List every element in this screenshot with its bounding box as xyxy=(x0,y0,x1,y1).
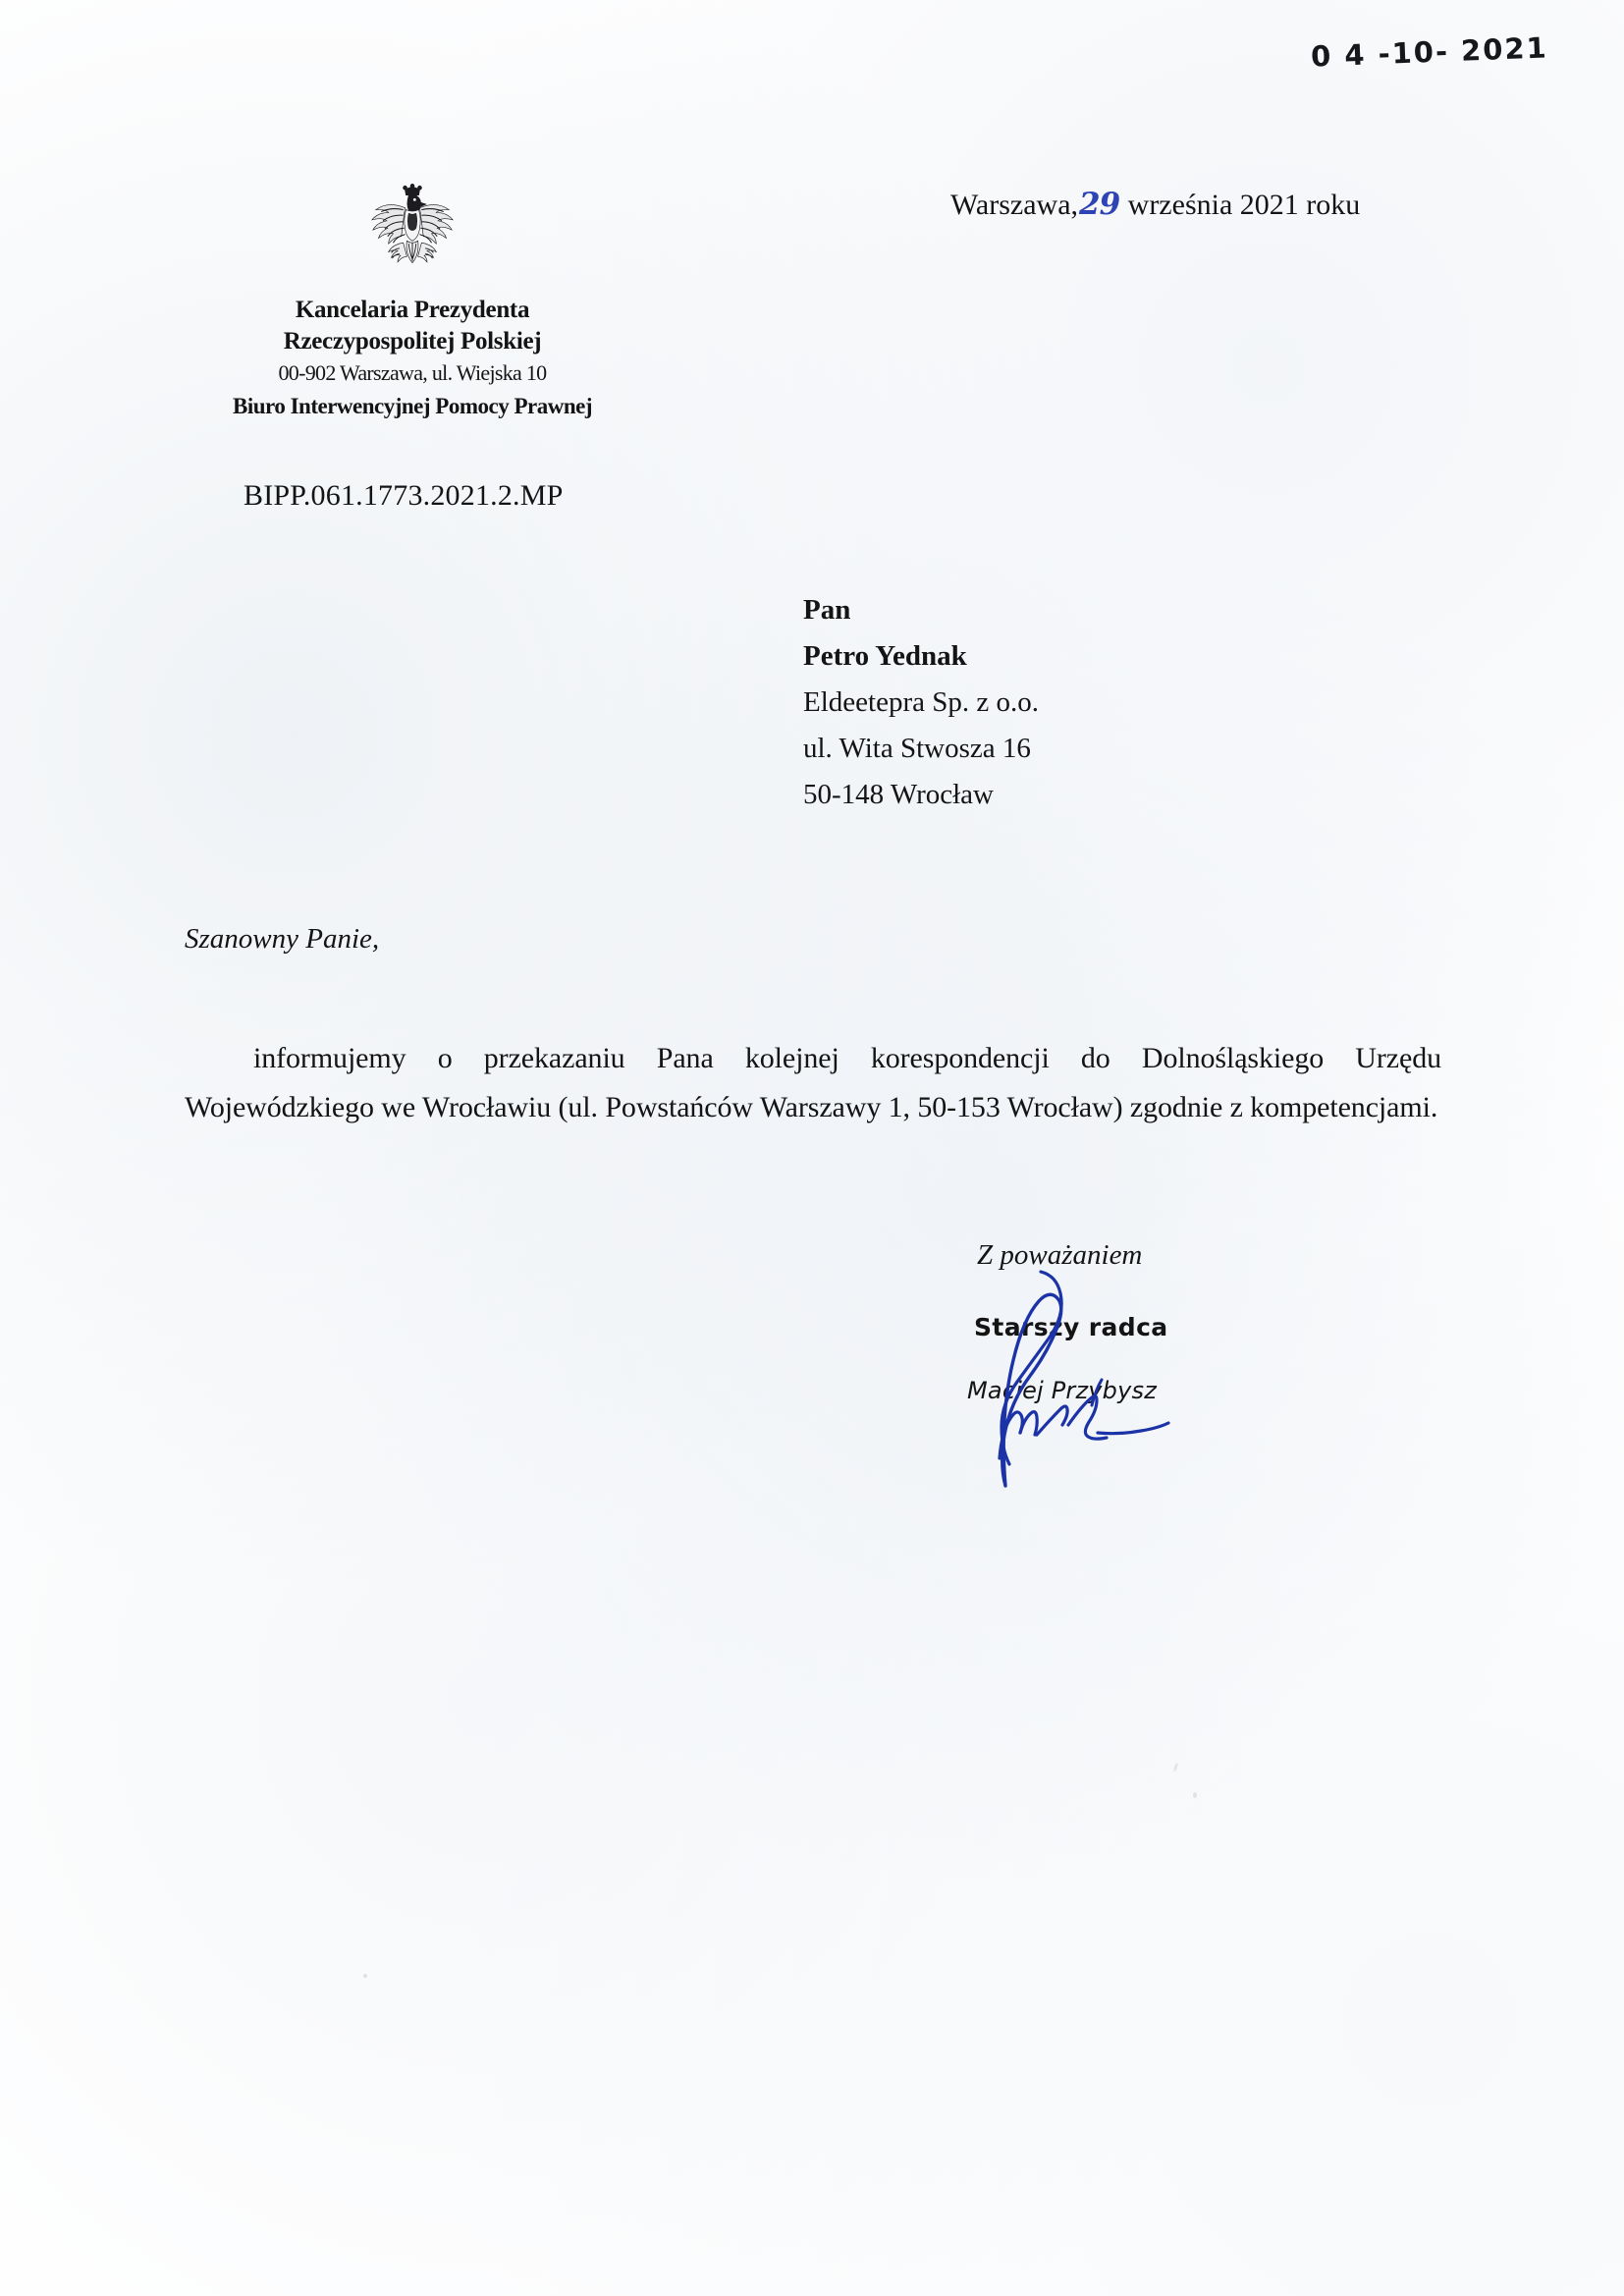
body-paragraph: informujemy o przekazaniu Pana kolejnej korespondencji do Dolnośląskiego Urzędu Wojewódzkiego we Wrocławiu (ul. Powstańców Warszawy 1, 50-153 Wrocław) zgodnie z kompetencjami. xyxy=(185,1042,1441,1124)
letterhead-line-1: Kancelaria Prezydenta xyxy=(295,297,530,323)
salutation: Szanowny Panie, xyxy=(185,923,380,955)
letterhead-department: Biuro Interwencyjnej Pomocy Prawnej xyxy=(233,394,592,419)
place-and-date xyxy=(950,187,1360,222)
addressee-block xyxy=(803,587,1039,818)
letterhead-address: 00-902 Warszawa, ul. Wiejska 10 xyxy=(278,360,547,385)
scan-speck xyxy=(363,1974,367,1978)
received-date-stamp: 0 4 -10- 2021 xyxy=(1310,30,1549,74)
date-rest: września 2021 roku xyxy=(1127,189,1361,221)
polish-eagle-coat-of-arms-icon xyxy=(357,177,467,287)
handwritten-day: 29 xyxy=(1079,187,1120,222)
addressee-street: ul. Wita Stwosza 16 xyxy=(803,732,1031,764)
reference-number: BIPP.061.1773.2021.2.MP xyxy=(244,479,564,512)
signer-title: Starszy radca xyxy=(974,1313,1168,1341)
scan-speck xyxy=(1193,1792,1197,1798)
addressee-city: 50-148 Wrocław xyxy=(803,778,994,810)
addressee-name: Petro Yednak xyxy=(803,639,967,672)
signer-name: Maciej Przybysz xyxy=(967,1377,1158,1404)
letterhead-line-2: Rzeczypospolitej Polskiej xyxy=(283,328,542,355)
addressee-honorific: Pan xyxy=(803,594,851,626)
addressee-company: Eldeetepra Sp. z o.o. xyxy=(803,685,1039,718)
place-city: Warszawa, xyxy=(950,189,1079,221)
letterhead xyxy=(177,177,648,421)
closing-phrase: Z poważaniem xyxy=(977,1239,1143,1271)
scan-speck xyxy=(1173,1763,1179,1772)
